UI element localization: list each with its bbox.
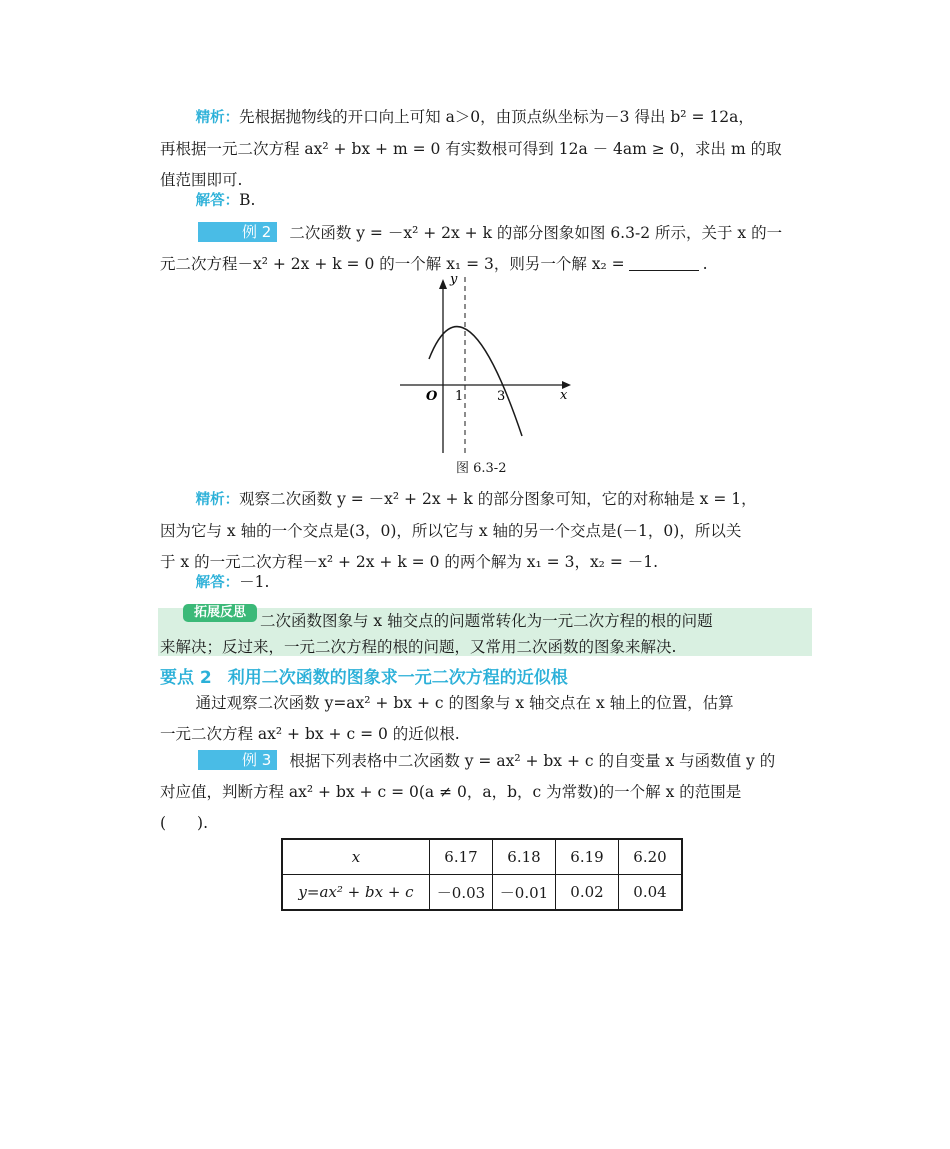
example3-line-3: ( ).	[160, 814, 209, 832]
example3-line-2: 对应值，判断方程 ax² + bx + c = 0(a ≠ 0，a，b，c 为常数)的一个解 x 的范围是	[160, 783, 742, 801]
answer-label: 解答：	[195, 193, 240, 209]
x-axis-label: x	[560, 388, 568, 403]
example2-answer	[160, 567, 812, 599]
answer-label: 解答：	[195, 575, 240, 591]
example2-line-2-end: .	[702, 255, 708, 273]
intro-line-1: 通过观察二次函数 y=ax² + bx + c 的图象与 x 轴交点在 x 轴上的位置，估算	[195, 694, 734, 712]
example2-line-1: 二次函数 y = －x² + 2x + k 的部分图象如图 6.3-2 所示，关于 x 的一	[289, 224, 783, 242]
analysis-line-2: 再根据一元二次方程 ax² + bx + m = 0 有实数根可得到 12a － 4am ≥ 0，求出 m 的取	[160, 140, 782, 158]
answer-blank	[629, 256, 699, 271]
answer-value: －1.	[239, 573, 270, 591]
table-row	[282, 875, 682, 911]
tick-label-3: 3	[497, 389, 506, 404]
section-title: 利用二次函数的图象求一元二次方程的近似根	[227, 668, 568, 688]
table-header-x: x	[282, 839, 430, 875]
table-cell: 6.19	[556, 839, 619, 875]
value-table	[281, 838, 683, 911]
section-heading	[160, 663, 568, 688]
section-number: 要点 2	[160, 668, 212, 688]
table-cell: 0.02	[556, 875, 619, 911]
reflection-line-1: 二次函数图象与 x 轴交点的问题常转化为一元二次方程的根的问题	[260, 612, 713, 630]
analysis-label: 精析：	[195, 110, 240, 126]
example3-question	[160, 746, 812, 839]
section-intro	[160, 688, 812, 750]
intro-line-2: 一元二次方程 ax² + bx + c = 0 的近似根.	[160, 725, 460, 743]
origin-label: O	[426, 389, 438, 404]
example2-badge: 例 2	[198, 222, 277, 242]
reflection-line-2: 来解决；反过来，一元二次方程的根的问题，又常用二次函数的图象来解决.	[160, 638, 677, 656]
example3-line-1: 根据下列表格中二次函数 y = ax² + bx + c 的自变量 x 与函数值 y 的	[289, 752, 776, 770]
tick-label-1: 1	[455, 389, 464, 404]
reflection-tag: 拓展反思	[183, 604, 257, 622]
table-cell: 6.17	[430, 839, 493, 875]
y-axis-arrow	[439, 279, 447, 289]
reflection-text	[160, 608, 810, 660]
analysis-line-3: 值范围即可.	[160, 171, 243, 189]
table-cell: 0.04	[619, 875, 683, 911]
table-cell: 6.20	[619, 839, 683, 875]
table-header-y: y=ax² + bx + c	[282, 875, 430, 911]
analysis-line-1: 观察二次函数 y = －x² + 2x + k 的部分图象可知，它的对称轴是 x = 1，	[239, 490, 757, 508]
figure-caption: 图 6.3-2	[456, 461, 507, 476]
example2-analysis	[160, 484, 812, 578]
table-cell: －0.03	[430, 875, 493, 911]
analysis-line-3: 于 x 的一元二次方程－x² + 2x + k = 0 的两个解为 x₁ = 3，x₂ = －1.	[160, 553, 659, 571]
analysis-label: 精析：	[195, 492, 240, 508]
table-row	[282, 839, 682, 875]
example3-badge: 例 3	[198, 750, 277, 770]
answer-value: B.	[239, 191, 256, 209]
example1-analysis	[160, 102, 812, 196]
example2-line-2: 元二次方程－x² + 2x + k = 0 的一个解 x₁ = 3，则另一个解 x₂ =	[160, 255, 625, 273]
analysis-line-1: 先根据抛物线的开口向上可知 a＞0，由顶点纵坐标为－3 得出 b² = 12a，	[239, 108, 754, 126]
example2-question	[160, 218, 812, 280]
analysis-line-2: 因为它与 x 轴的一个交点是(3，0)，所以它与 x 轴的另一个交点是(－1，0)，所以关	[160, 522, 742, 540]
parabola-figure	[395, 275, 580, 455]
example1-answer	[160, 185, 812, 217]
table-cell: 6.18	[493, 839, 556, 875]
y-axis-label: y	[450, 275, 458, 287]
table-cell: －0.01	[493, 875, 556, 911]
